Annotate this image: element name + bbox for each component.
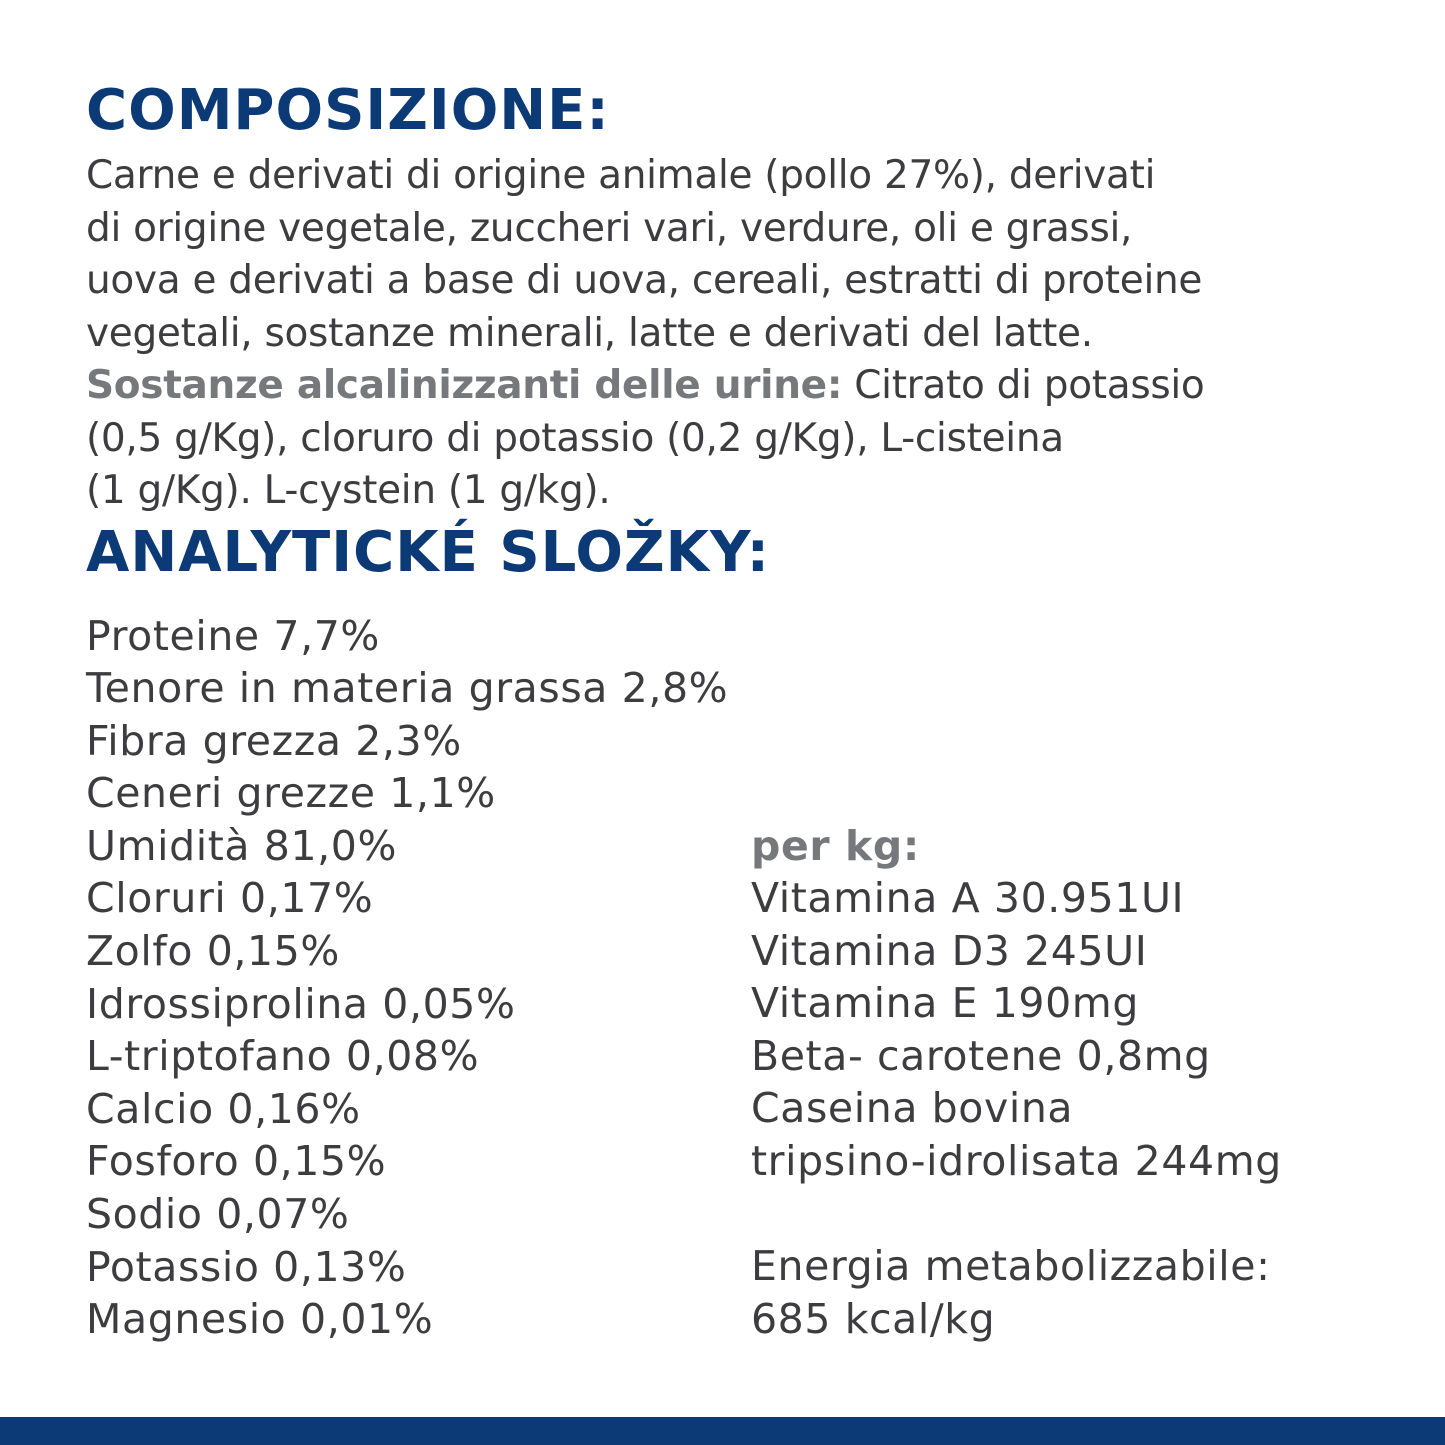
energy-label: Energia metabolizzabile: xyxy=(751,1242,1271,1291)
analysis-section xyxy=(86,610,1416,1350)
analysis-item: Tenore in materia grassa 2,8% xyxy=(86,664,729,713)
composition-line: Carne e derivati di origine animale (pollo 27%), derivati xyxy=(86,153,1156,198)
analysis-item: Umidità 81,0% xyxy=(86,821,398,870)
analysis-item: Zolfo 0,15% xyxy=(86,927,340,976)
analysis-heading: ANALYTICKÉ SLOŽKY: xyxy=(86,519,771,585)
additives-line: (1 g/Kg). L-cystein (1 g/kg). xyxy=(86,468,611,513)
vitamin-item: Beta- carotene 0,8mg xyxy=(751,1031,1211,1080)
analysis-item: L-triptofano 0,08% xyxy=(86,1032,480,1081)
additives-label: Sostanze alcalinizzanti delle urine: xyxy=(86,363,843,408)
composition-line: uova e derivati a base di uova, cereali, estratti di proteine xyxy=(86,258,1203,303)
analysis-item: Potassio 0,13% xyxy=(86,1242,407,1291)
energy-value: 685 kcal/kg xyxy=(751,1294,996,1343)
footer-bar xyxy=(0,1417,1445,1445)
vitamin-item: Vitamina D3 245UI xyxy=(751,926,1148,975)
analysis-item: Ceneri grezze 1,1% xyxy=(86,769,496,818)
vitamin-item: tripsino-idrolisata 244mg xyxy=(751,1137,1282,1186)
analysis-item: Sodio 0,07% xyxy=(86,1190,350,1239)
analysis-item: Proteine 7,7% xyxy=(86,611,380,660)
additives-value: Citrato di potassio xyxy=(842,363,1205,408)
analysis-item: Fosforo 0,15% xyxy=(86,1137,387,1186)
analysis-item: Calcio 0,16% xyxy=(86,1084,361,1133)
analysis-item: Magnesio 0,01% xyxy=(86,1295,434,1344)
composition-line: di origine vegetale, zuccheri vari, verdure, oli e grassi, xyxy=(86,205,1133,251)
vitamin-item: Vitamina A 30.951UI xyxy=(751,874,1185,923)
analysis-item: Fibra grezza 2,3% xyxy=(86,716,462,765)
ingredients-panel xyxy=(86,76,1416,1350)
composition-text xyxy=(86,150,1416,518)
spacer xyxy=(751,1188,1282,1241)
vitamin-item: Vitamina E 190mg xyxy=(751,979,1139,1028)
composition-line: vegetali, sostanze minerali, latte e derivati del latte. xyxy=(86,310,1093,356)
analysis-right-column xyxy=(751,820,1282,1346)
composition-heading: COMPOSIZIONE: xyxy=(86,78,610,143)
analysis-left-column xyxy=(86,610,728,1346)
additives-line xyxy=(86,360,1416,413)
per-kg-label: per kg: xyxy=(751,821,920,870)
additives-line: (0,5 g/Kg), cloruro di potassio (0,2 g/Kg), L-cisteina xyxy=(86,415,1064,461)
analysis-item: Cloruri 0,17% xyxy=(86,874,374,923)
analysis-item: Idrossiprolina 0,05% xyxy=(86,979,516,1028)
vitamin-item: Caseina bovina xyxy=(751,1084,1074,1133)
